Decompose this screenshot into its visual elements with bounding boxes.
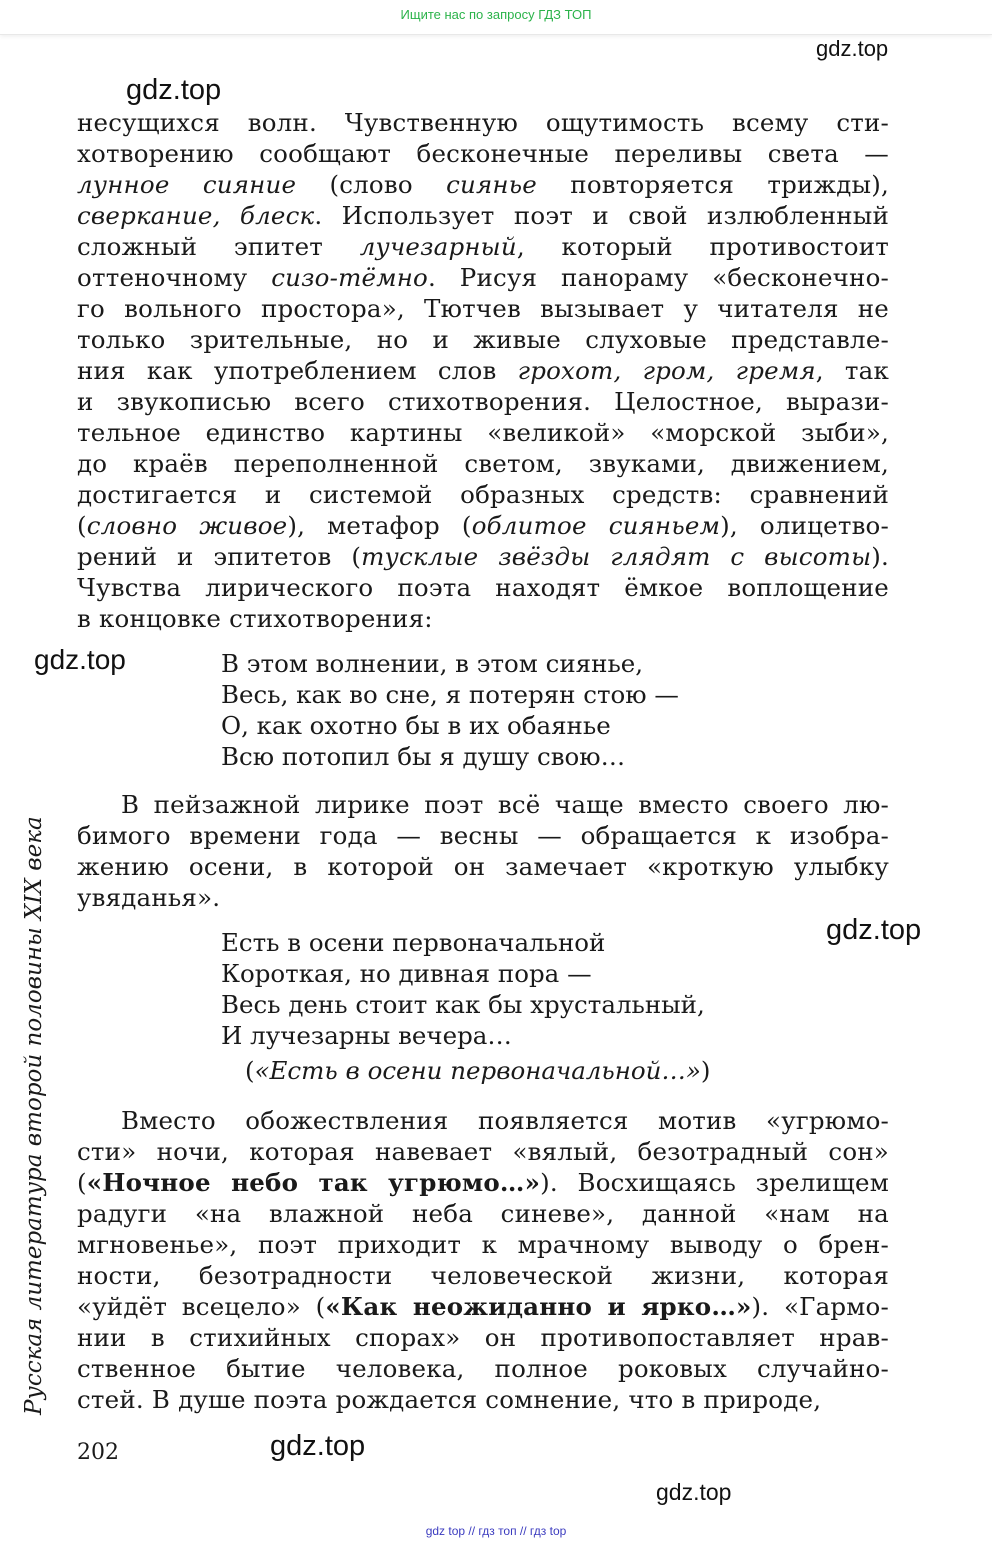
verse-line: Короткая, но дивная пора —: [221, 959, 592, 988]
italic-term: словно живое: [86, 511, 288, 540]
text-segment: , так: [815, 356, 889, 385]
text-segment: . Рисуя панораму «бесконечно-: [428, 263, 889, 292]
text-line: [77, 231, 889, 262]
bold-title: «Как неожиданно и ярко…»: [325, 1292, 752, 1321]
text-line: Чувства лирического поэта находят ёмкое воплощение: [77, 573, 889, 602]
verse-line: И лучезарны вечера…: [221, 1021, 512, 1050]
italic-term: облитое сияньем: [471, 511, 721, 540]
text-segment: ния как употреблением слов: [77, 356, 518, 385]
italic-term: сизо-тёмно: [271, 263, 429, 292]
side-caption: Русская литература второй половины XIX века: [21, 816, 47, 1415]
text-line: [77, 169, 889, 200]
italic-term: сиянье: [446, 170, 538, 199]
text-segment: «уйдёт всецело» (: [77, 1292, 326, 1321]
text-line: го вольного простора», Тютчев вызывает у читателя не: [77, 294, 889, 323]
text-segment: ), олицетво-: [720, 511, 889, 540]
italic-term: лунное сияние: [77, 170, 297, 199]
verse-line: Всю потопил бы я душу свою…: [221, 742, 626, 771]
italic-term: сверкание, блеск: [77, 201, 315, 230]
italic-term: лучезарный: [359, 232, 517, 261]
text-segment: сложный эпитет: [77, 232, 360, 261]
source-title: «Есть в осени первоначальной…»: [254, 1056, 701, 1085]
text-segment: (: [77, 511, 87, 540]
text-line: [77, 510, 889, 541]
paragraph-1: [77, 107, 889, 634]
watermark: gdz.top: [826, 914, 922, 946]
text-line: Вместо обожествления появляется мотив «угрюмо-: [121, 1106, 889, 1135]
text-segment: (: [77, 1168, 87, 1197]
watermark: gdz.top: [656, 1479, 732, 1505]
text-segment: ).: [871, 542, 889, 571]
text-segment: повторяется трижды),: [537, 170, 889, 199]
footer-text: gdz top // гдз топ // гдз top: [425, 1524, 567, 1538]
text-line: только зрительные, но и живые слуховые представле-: [77, 325, 889, 354]
top-banner: [0, 0, 992, 35]
text-line: [77, 200, 889, 231]
verse-1: [221, 648, 679, 772]
paragraph-3: [77, 1105, 889, 1415]
text-line: увяданья».: [77, 883, 221, 912]
text-line: хотворению сообщают бесконечные переливы света —: [77, 139, 889, 168]
text-line: В пейзажной лирике поэт всё чаще вместо своего лю-: [121, 790, 889, 819]
text-line: ности, безотрадности человеческой жизни, которая: [77, 1261, 889, 1290]
text-line: [77, 1291, 889, 1322]
watermark: gdz.top: [270, 1430, 366, 1462]
text-line: [77, 262, 889, 293]
text-line: жению осени, в которой он замечает «кроткую улыбку: [77, 852, 889, 881]
text-line: и звукописью всего стихотворения. Целостное, вырази-: [77, 387, 889, 416]
text-line: ственное бытие человека, полное роковых случайно-: [77, 1354, 889, 1383]
text-line: радуги «на влажной неба синеве», данной «нам на: [77, 1199, 889, 1228]
text-line: до краёв переполненной светом, звуками, движением,: [77, 449, 889, 478]
top-banner-text: Ищите нас по запросу ГДЗ ТОП: [400, 7, 592, 22]
verse-line: В этом волнении, в этом сиянье,: [221, 649, 644, 678]
text-segment: ). Восхищаясь зрелищем: [540, 1168, 889, 1197]
text-line: тельное единство картины «великой» «морской зыби»,: [77, 418, 889, 447]
verse-2-source: [245, 1055, 710, 1086]
watermark: gdz.top: [34, 644, 126, 675]
text-segment: , который противостоит: [516, 232, 889, 261]
text-segment: . Использует поэт и свой излюбленный: [314, 201, 890, 230]
text-line: [77, 355, 889, 386]
text-line: бимого времени года — весны — обращается к изобра-: [77, 821, 889, 850]
verse-line: Весь день стоит как бы хрустальный,: [221, 990, 705, 1019]
bold-title: «Ночное небо так угрюмо…»: [86, 1168, 541, 1197]
text-segment: ). «Гармо-: [751, 1292, 889, 1321]
text-segment: оттеночному: [77, 263, 272, 292]
text-line: сти» ночи, которая навевает «вялый, безотрадный сон»: [77, 1137, 889, 1166]
text-line: в концовке стихотворения:: [77, 604, 433, 633]
verse-line: О, как охотно бы в их обаянье: [221, 711, 611, 740]
text-segment: ), метафор (: [287, 511, 472, 540]
text-line: достигается и системой образных средств: сравнений: [77, 480, 889, 509]
verse-line: Весь, как во сне, я потерян стою —: [221, 680, 679, 709]
text-line: мгновенье», поэт приходит к мрачному выводу о брен-: [77, 1230, 889, 1259]
source-paren-open: (: [245, 1056, 255, 1085]
italic-term: грохот, гром, гремя: [517, 356, 816, 385]
text-line: стей. В душе поэта рождается сомнение, что в природе,: [77, 1385, 822, 1414]
verse-2: [221, 927, 705, 1051]
paragraph-2: [77, 789, 889, 913]
text-line: [77, 1167, 889, 1198]
text-segment: (слово: [296, 170, 447, 199]
watermark: gdz.top: [816, 36, 889, 61]
italic-term: тусклые звёзды глядят с высоты: [361, 542, 872, 571]
page-number: 202: [77, 1440, 119, 1465]
text-line: несущихся волн. Чувственную ощутимость всему сти-: [77, 108, 889, 137]
source-paren-close: ): [700, 1056, 711, 1085]
text-line: нии в стихийных спорах» он противопоставляет нрав-: [77, 1323, 889, 1352]
verse-line: Есть в осени первоначальной: [221, 928, 606, 957]
watermark: gdz.top: [126, 74, 222, 106]
text-line: [77, 541, 889, 572]
text-segment: рений и эпитетов (: [77, 542, 362, 571]
